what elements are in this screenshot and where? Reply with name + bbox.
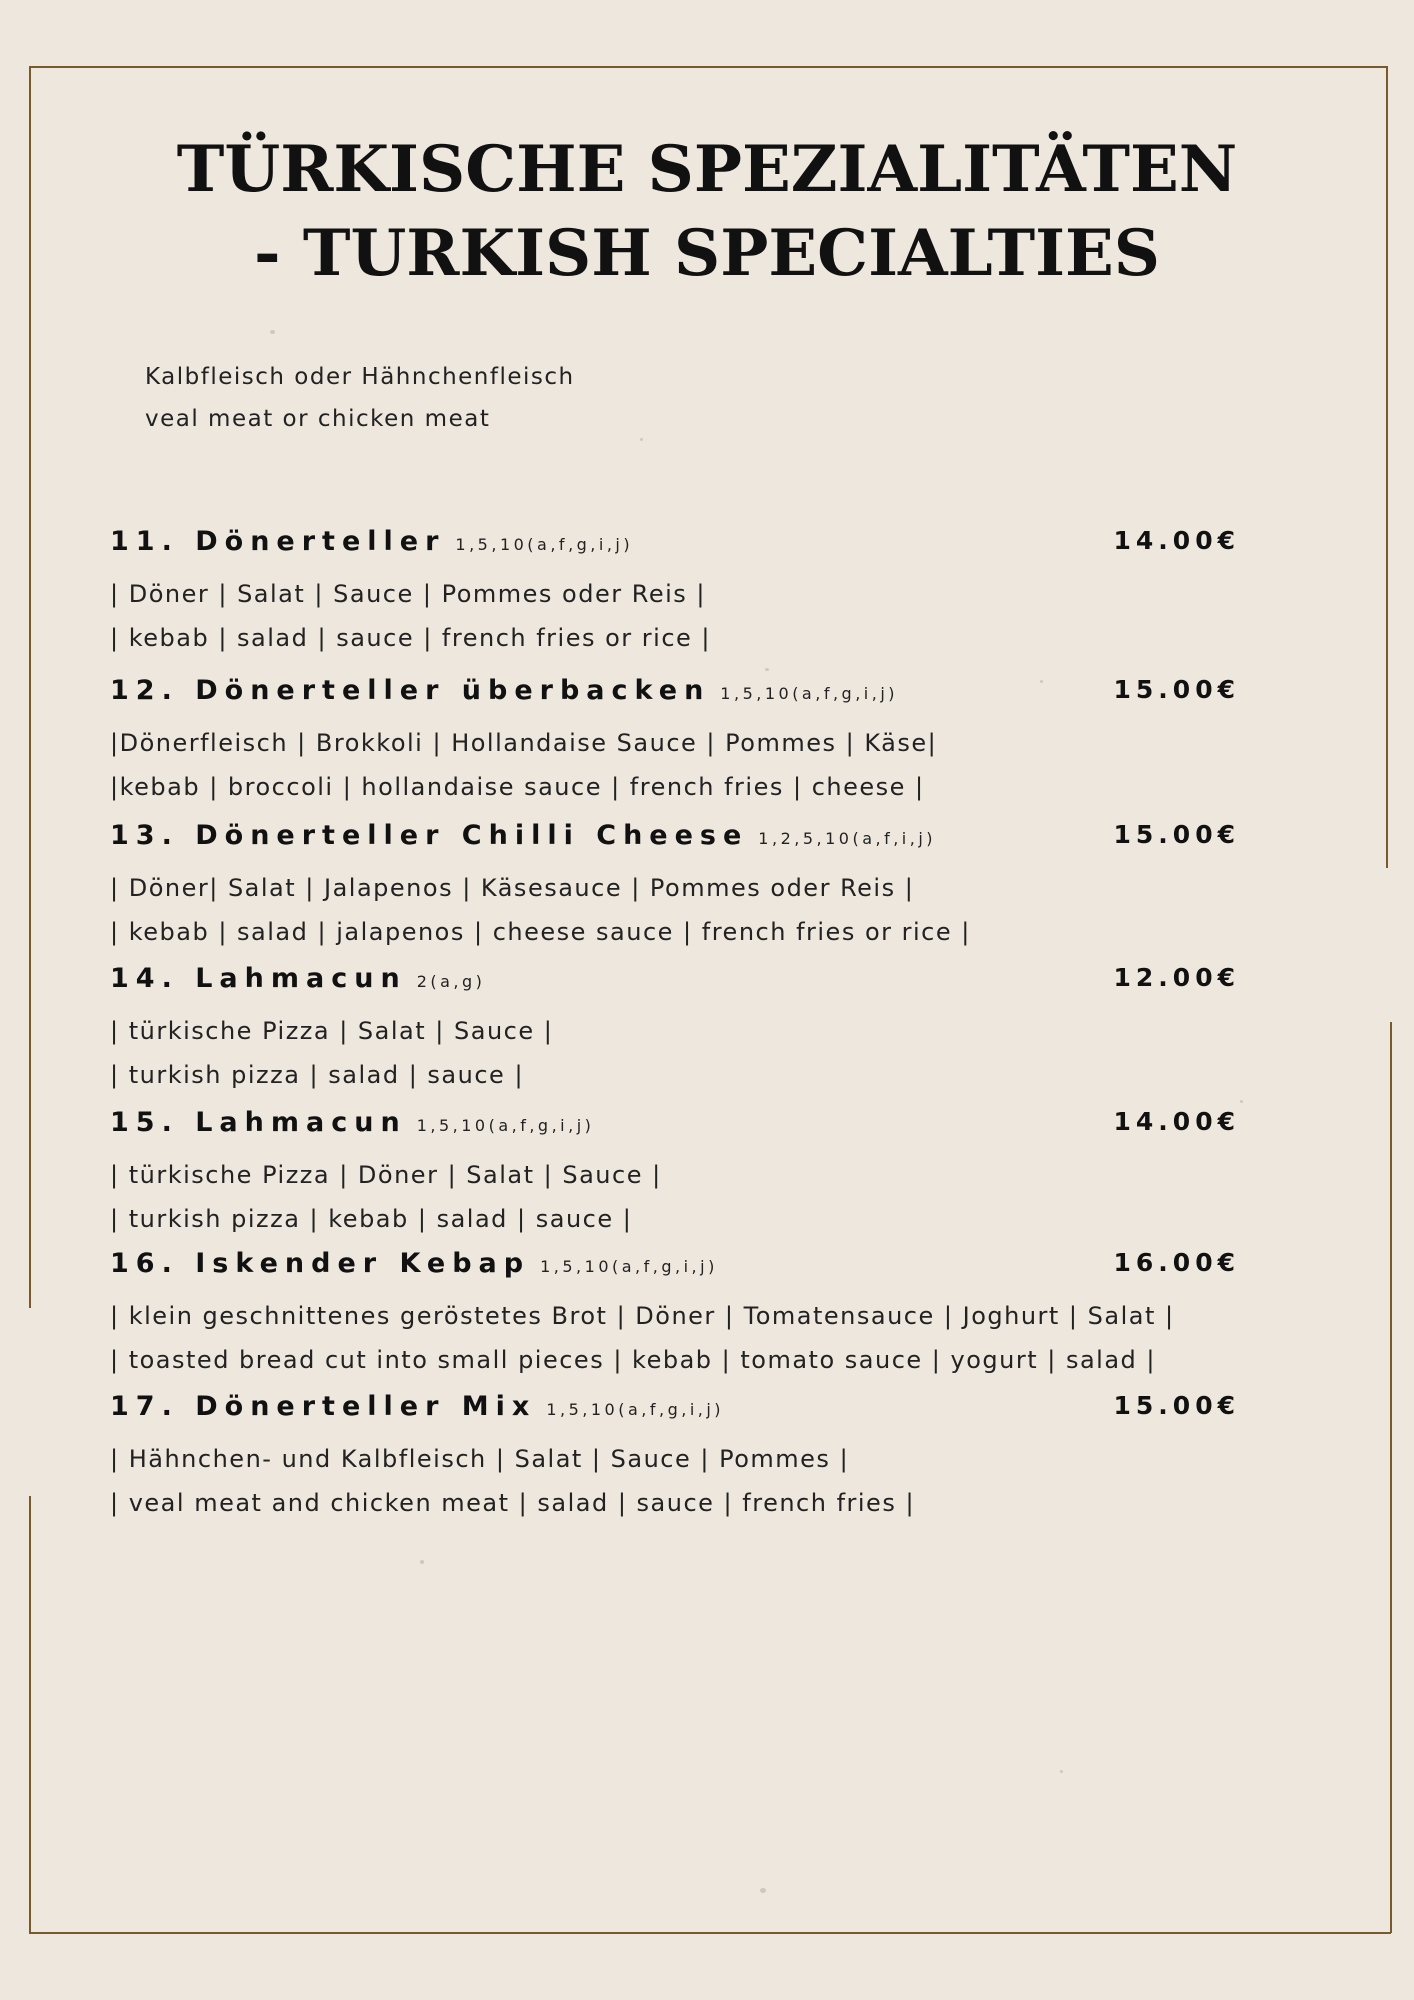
allergen-codes: 1,5,10(a,f,g,i,j) xyxy=(540,1257,718,1276)
paper-speck xyxy=(640,438,643,441)
paper-speck xyxy=(420,1560,424,1564)
allergen-codes: 1,2,5,10(a,f,i,j) xyxy=(758,829,937,848)
menu-item-title: 13. Dönerteller Chilli Cheese xyxy=(110,820,749,851)
menu-item-description-english: |kebab | broccoli | hollandaise sauce | french fries | cheese | xyxy=(110,773,925,801)
menu-item-15 xyxy=(110,1107,1240,1241)
menu-item-name xyxy=(110,963,485,994)
page-title xyxy=(0,128,1414,296)
meat-choice-note xyxy=(145,356,575,440)
allergen-codes: 1,5,10(a,f,g,i,j) xyxy=(546,1400,725,1419)
menu-item-header xyxy=(110,820,1240,860)
menu-item-13 xyxy=(110,820,1240,954)
page-title-line-2: - TURKISH SPECIALTIES xyxy=(254,216,1160,291)
menu-item-price: 15.00€ xyxy=(1113,820,1240,849)
menu-item-description-german: | türkische Pizza | Döner | Salat | Sauce | xyxy=(110,1161,662,1189)
menu-item-title: 17. Dönerteller Mix xyxy=(110,1391,537,1422)
frame-top-border xyxy=(29,66,1387,68)
menu-item-price: 14.00€ xyxy=(1113,526,1240,555)
allergen-codes: 2(a,g) xyxy=(416,972,486,991)
menu-item-11 xyxy=(110,526,1240,660)
allergen-codes: 1,5,10(a,f,g,i,j) xyxy=(720,684,898,703)
menu-item-header xyxy=(110,1391,1240,1431)
menu-item-price: 15.00€ xyxy=(1113,675,1240,704)
allergen-codes: 1,5,10(a,f,g,i,j) xyxy=(455,535,634,554)
menu-item-header xyxy=(110,675,1240,715)
paper-speck xyxy=(1060,1770,1063,1773)
menu-item-name xyxy=(110,1248,718,1279)
menu-item-title: 11. Dönerteller xyxy=(110,526,446,557)
menu-item-name xyxy=(110,820,936,851)
paper-speck xyxy=(760,1888,766,1893)
menu-item-title: 16. Iskender Kebap xyxy=(110,1248,531,1279)
menu-item-description-german: | Döner | Salat | Sauce | Pommes oder Reis | xyxy=(110,580,706,608)
menu-item-description-german: |Dönerfleisch | Brokkoli | Hollandaise Sauce | Pommes | Käse| xyxy=(110,729,938,757)
frame-right-border-lower xyxy=(1390,1022,1392,1933)
menu-item-description-english: | turkish pizza | salad | sauce | xyxy=(110,1061,525,1089)
menu-item-description-german: | türkische Pizza | Salat | Sauce | xyxy=(110,1017,554,1045)
menu-item-description-english: | veal meat and chicken meat | salad | sauce | french fries | xyxy=(110,1489,916,1517)
menu-item-price: 12.00€ xyxy=(1113,963,1240,992)
menu-item-name xyxy=(110,675,898,706)
menu-item-title: 15. Lahmacun xyxy=(110,1107,407,1138)
frame-bottom-border xyxy=(29,1932,1391,1934)
meat-choice-german: Kalbfleisch oder Hähnchenfleisch xyxy=(145,364,575,390)
menu-item-header xyxy=(110,1248,1240,1288)
menu-item-name xyxy=(110,1107,594,1138)
frame-left-border-lower xyxy=(29,1496,31,1933)
menu-item-12 xyxy=(110,675,1240,809)
menu-item-title: 12. Dönerteller überbacken xyxy=(110,675,711,706)
menu-item-description-english: | kebab | salad | sauce | french fries or rice | xyxy=(110,624,712,652)
menu-item-17 xyxy=(110,1391,1240,1525)
paper-speck xyxy=(765,668,769,671)
menu-item-16 xyxy=(110,1248,1240,1382)
menu-item-name xyxy=(110,1391,724,1422)
menu-item-price: 15.00€ xyxy=(1113,1391,1240,1420)
menu-item-description-german: | Hähnchen- und Kalbfleisch | Salat | Sauce | Pommes | xyxy=(110,1445,850,1473)
menu-item-header xyxy=(110,1107,1240,1147)
menu-item-description-english: | kebab | salad | jalapenos | cheese sauce | french fries or rice | xyxy=(110,918,971,946)
allergen-codes: 1,5,10(a,f,g,i,j) xyxy=(416,1116,595,1135)
menu-item-header xyxy=(110,526,1240,566)
menu-item-description-german: | klein geschnittenes geröstetes Brot | Döner | Tomatensauce | Joghurt | Salat | xyxy=(110,1302,1175,1330)
menu-item-price: 14.00€ xyxy=(1113,1107,1240,1136)
meat-choice-english: veal meat or chicken meat xyxy=(145,406,491,432)
page-title-line-1: TÜRKISCHE SPEZIALITÄTEN xyxy=(176,132,1238,207)
menu-item-14 xyxy=(110,963,1240,1097)
menu-item-header xyxy=(110,963,1240,1003)
menu-item-description-english: | toasted bread cut into small pieces | kebab | tomato sauce | yogurt | salad | xyxy=(110,1346,1156,1374)
menu-item-price: 16.00€ xyxy=(1113,1248,1240,1277)
menu-item-description-english: | turkish pizza | kebab | salad | sauce | xyxy=(110,1205,633,1233)
menu-item-title: 14. Lahmacun xyxy=(110,963,407,994)
paper-speck xyxy=(270,330,275,334)
paper-speck xyxy=(1240,1100,1243,1103)
menu-item-name xyxy=(110,526,633,557)
menu-item-description-german: | Döner| Salat | Jalapenos | Käsesauce | Pommes oder Reis | xyxy=(110,874,915,902)
